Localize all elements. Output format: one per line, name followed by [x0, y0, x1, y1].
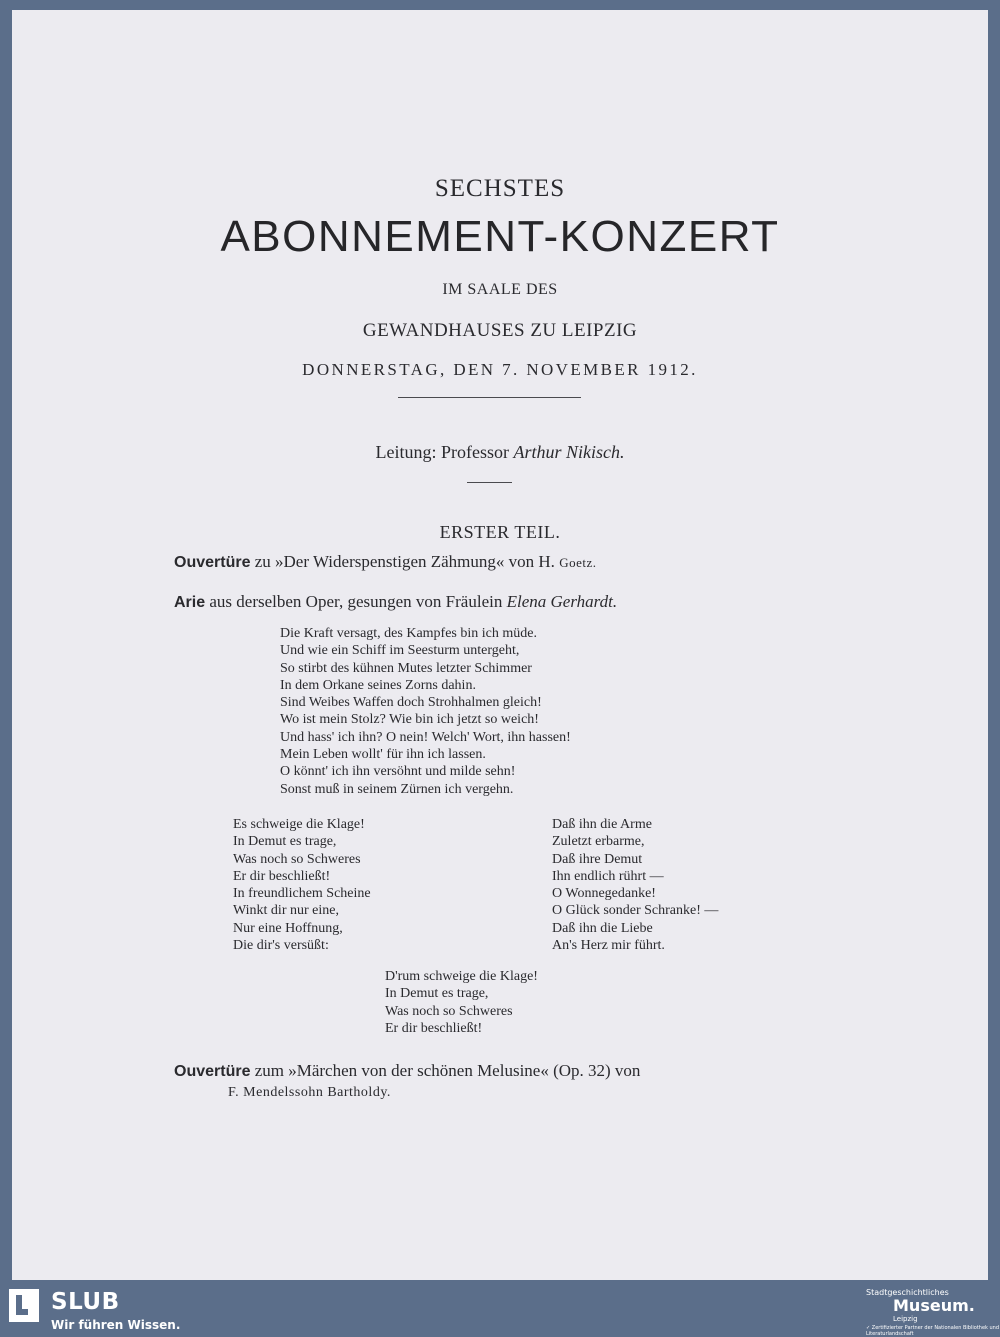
lyric-line: In dem Orkane seines Zorns dahin. [280, 677, 476, 693]
lyric-line: Die Kraft versagt, des Kampfes bin ich müde. [280, 626, 537, 641]
verse-line: O Wonnegedanke! [552, 886, 656, 902]
verse-line: An's Herz mir führt. [552, 938, 665, 954]
part-heading: ERSTER TEIL. [439, 522, 561, 542]
singer-name: Elena Gerhardt. [506, 592, 618, 611]
museum-cert: ✓ Zertifizierter Partner der Nationalen Bibliothek und Literaturlandschaft [866, 1325, 1000, 1337]
verse-line: Nur eine Hoffnung, [233, 920, 343, 936]
program-item-aria [174, 592, 617, 612]
verse-line: Ihn endlich rührt — [552, 868, 664, 884]
program-item-overture [174, 552, 596, 572]
item-type: Arie [174, 594, 206, 611]
verse-line: In Demut es trage, [385, 986, 489, 1002]
venue-line-1: IM SAALE DES [442, 281, 558, 298]
verse-line: Was noch so Schweres [233, 851, 361, 867]
lyric-line: Sonst muß in seinem Zürnen ich vergehn. [280, 781, 514, 797]
verse-line: Was noch so Schweres [385, 1003, 513, 1019]
verse-line: Er dir beschließt! [233, 868, 331, 884]
verse-line: Es schweige die Klage! [233, 817, 365, 832]
lyric-line: Wo ist mein Stolz? Wie bin ich jetzt so weich! [280, 712, 539, 728]
program-item-melusine [174, 1061, 640, 1081]
conductor-line [12, 442, 988, 463]
verse-line: Winkt dir nur eine, [233, 903, 339, 919]
item-text: zum »Märchen von der schönen Melusine« (Op. 32) von [250, 1061, 641, 1080]
composer-name: F. Mendelssohn Bartholdy. [228, 1085, 391, 1100]
verse-right [552, 816, 718, 954]
museum-top: Stadtgeschichtliches [866, 1288, 949, 1297]
verse-left [233, 816, 371, 954]
verse-line: In freundlichem Scheine [233, 886, 371, 902]
divider-rule [398, 397, 581, 398]
heading-sechstes: SECHSTES [434, 175, 566, 202]
lyric-line: So stirbt des kühnen Mutes letzter Schimmer [280, 660, 532, 676]
lyric-line: Und wie ein Schiff im Seesturm untergeht, [280, 643, 520, 659]
lyric-line: O könnt' ich ihn versöhnt und milde sehn! [280, 764, 516, 780]
verse-line: Daß ihre Demut [552, 851, 643, 867]
lyric-line: Und hass' ich ihn? O nein! Welch' Wort, ihn hassen! [280, 729, 571, 745]
verse-line: Zuletzt erbarme, [552, 834, 645, 850]
composer-name: Goetz. [559, 555, 597, 570]
concert-date: DONNERSTAG, DEN 7. NOVEMBER 1912. [302, 360, 698, 379]
page-title: ABONNEMENT-KONZERT [220, 212, 780, 261]
museum-city: Leipzig [893, 1315, 918, 1323]
verse-center [385, 968, 538, 1037]
museum-name: Museum. [893, 1296, 975, 1315]
verse-line: Er dir beschließt! [385, 1020, 483, 1036]
conductor-prefix: Leitung: Professor [375, 442, 509, 462]
aria-lyrics [280, 625, 571, 798]
conductor-name: Arthur Nikisch. [513, 442, 625, 462]
lyric-line: Sind Weibes Waffen doch Strohhalmen gleich! [280, 695, 542, 711]
verse-line: Daß ihn die Arme [552, 817, 652, 832]
item-text: zu »Der Widerspenstigen Zähmung« von H. [250, 552, 560, 571]
venue-line-2: GEWANDHAUSES ZU LEIPZIG [362, 320, 638, 341]
verse-line: O Glück sonder Schranke! — [552, 903, 719, 919]
verse-line: Die dir's versüßt: [233, 938, 329, 954]
divider-short [467, 482, 512, 483]
verse-line: D'rum schweige die Klage! [385, 969, 538, 984]
item-type: Ouvertüre [174, 554, 251, 571]
library-slogan: Wir führen Wissen. [51, 1318, 181, 1332]
slub-logo-icon [9, 1289, 39, 1322]
library-name: SLUB [51, 1289, 120, 1315]
verse-line: In Demut es trage, [233, 834, 337, 850]
verse-line: Daß ihn die Liebe [552, 920, 653, 936]
item-type: Ouvertüre [174, 1063, 251, 1080]
program-page [12, 10, 988, 1280]
item-text: aus derselben Oper, gesungen von Fräulein [205, 592, 507, 611]
footer-bar [0, 1285, 1000, 1336]
lyric-line: Mein Leben wollt' für ihn ich lassen. [280, 747, 486, 763]
